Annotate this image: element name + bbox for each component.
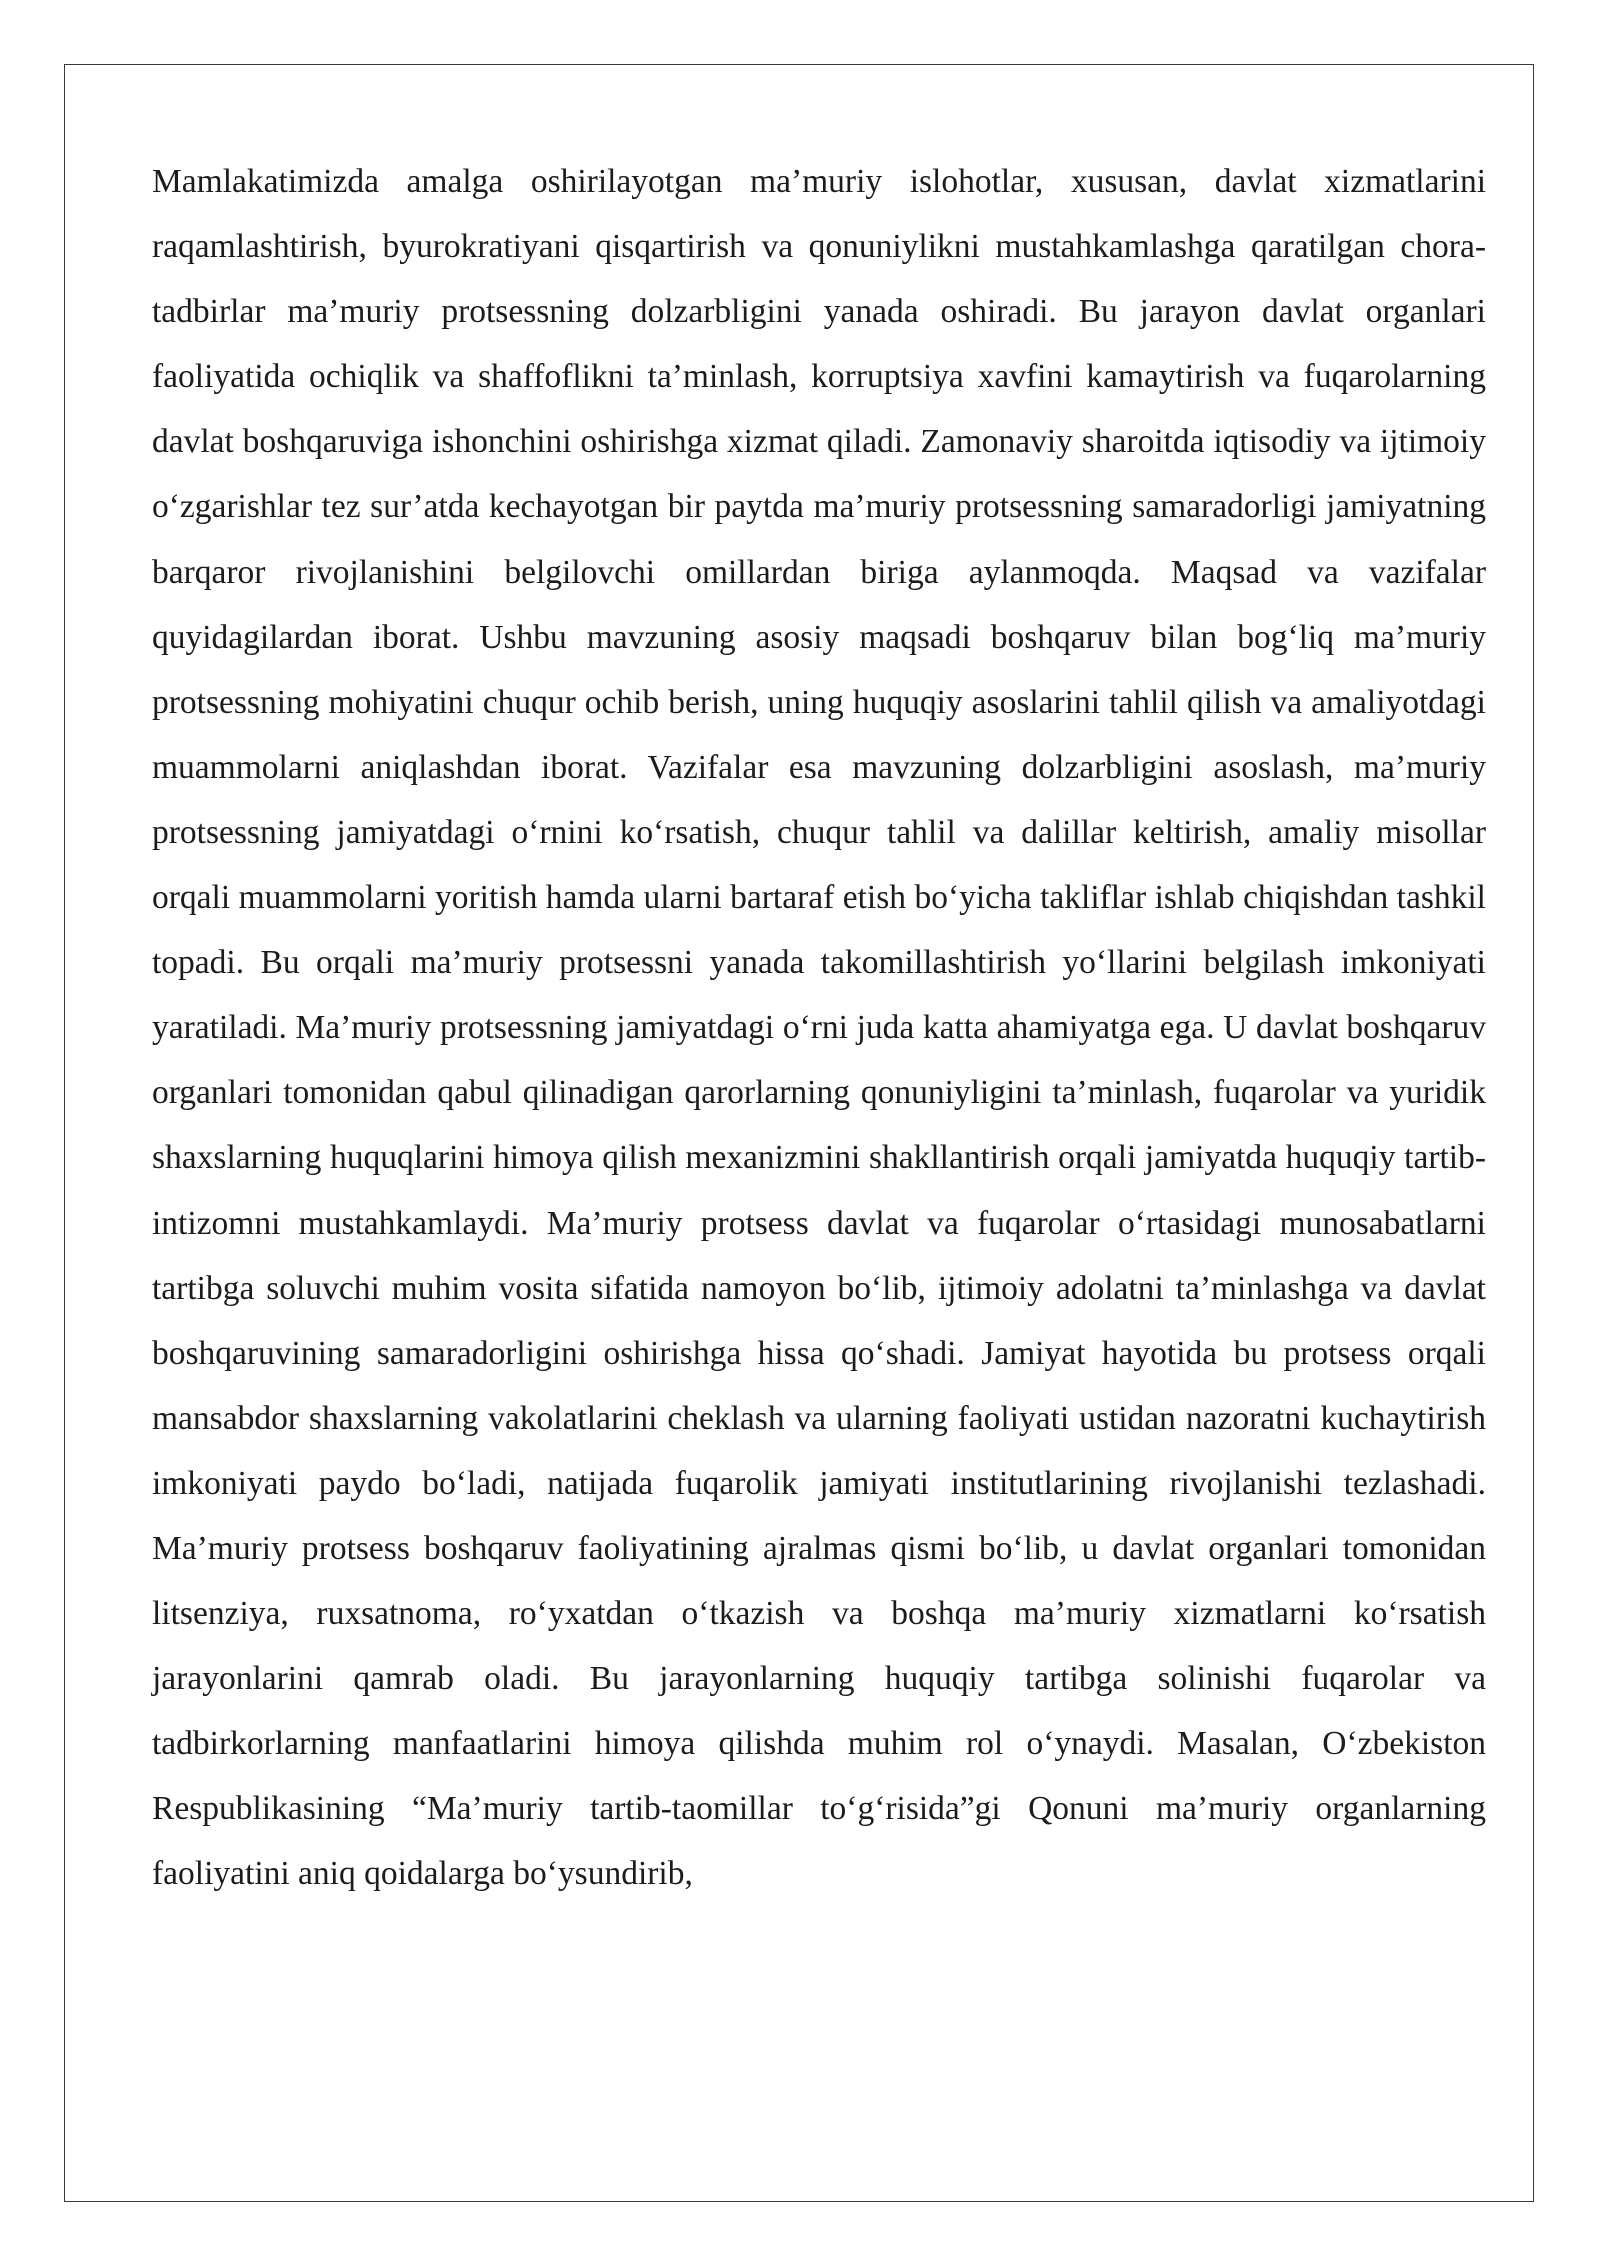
body-paragraph: Mamlakatimizda amalga oshirilayotgan ma’muriy islohotlar, xususan, davlat xizmatlarini raqamlashtirish, byurokratiyani qisqartirish va qonuniylikni mustahkamlashga qaratilgan chora-tadbirlar ma’muriy protsessning dolzarbligini yanada oshiradi. Bu jarayon davlat organlari faoliyatida ochiqlik va shaffoflikni ta’minlash, korruptsiya xavfini kamaytirish va fuqarolarning davlat boshqaruviga ishonchini oshirishga xizmat qiladi. Zamonaviy sharoitda iqtisodiy va ijtimoiy o‘zgarishlar tez sur’atda kechayotgan bir paytda ma’muriy protsessning samaradorligi jamiyatning barqaror rivojlanishini belgilovchi omillardan biriga aylanmoqda. Maqsad va vazifalar quyidagilardan iborat. Ushbu mavzuning asosiy maqsadi boshqaruv bilan bog‘liq ma’muriy protsessning mohiyatini chuqur ochib berish, uning huquqiy asoslarini tahlil qilish va amaliyotdagi muammolarni aniqlashdan iborat. Vazifalar esa mavzuning dolzarbligini asoslash, ma’muriy protsessning jamiyatdagi o‘rnini ko‘rsatish, chuqur tahlil va dalillar keltirish, amaliy misollar orqali muammolarni yoritish hamda ularni bartaraf etish bo‘yicha takliflar ishlab chiqishdan tashkil topadi. Bu orqali ma’muriy protsessni yanada takomillashtirish yo‘llarini belgilash imkoniyati yaratiladi. Ma’muriy protsessning jamiyatdagi o‘rni juda katta ahamiyatga ega. U davlat boshqaruv organlari tomonidan qabul qilinadigan qarorlarning qonuniyligini ta’minlash, fuqarolar va yuridik shaxslarning huquqlarini himoya qilish mexanizmini shakllantirish orqali jamiyatda huquqiy tartib-intizomni mustahkamlaydi. Ma’muriy protsess davlat va fuqarolar o‘rtasidagi munosabatlarni tartibga soluvchi muhim vosita sifatida namoyon bo‘lib, ijtimoiy adolatni ta’minlashga va davlat boshqaruvining samaradorligini oshirishga hissa qo‘shadi. Jamiyat hayotida bu protsess orqali mansabdor shaxslarning vakolatlarini cheklash va ularning faoliyati ustidan nazoratni kuchaytirish imkoniyati paydo bo‘ladi, natijada fuqarolik jamiyati institutlarining rivojlanishi tezlashadi. Ma’muriy protsess boshqaruv faoliyatining ajralmas qismi bo‘lib, u davlat organlari tomonidan litsenziya, ruxsatnoma, ro‘yxatdan o‘tkazish va boshqa ma’muriy xizmatlarni ko‘rsatish jarayonlarini qamrab oladi. Bu jarayonlarning huquqiy tartibga solinishi fuqarolar va tadbirkorlarning manfaatlarini himoya qilishda muhim rol o‘ynaydi. Masalan, O‘zbekiston Respublikasining “Ma’muriy tartib-taomillar to‘g‘risida”gi Qonuni ma’muriy organlarning faoliyatini aniq qoidalarga bo‘ysundirib, (152, 163, 1486, 1893)
